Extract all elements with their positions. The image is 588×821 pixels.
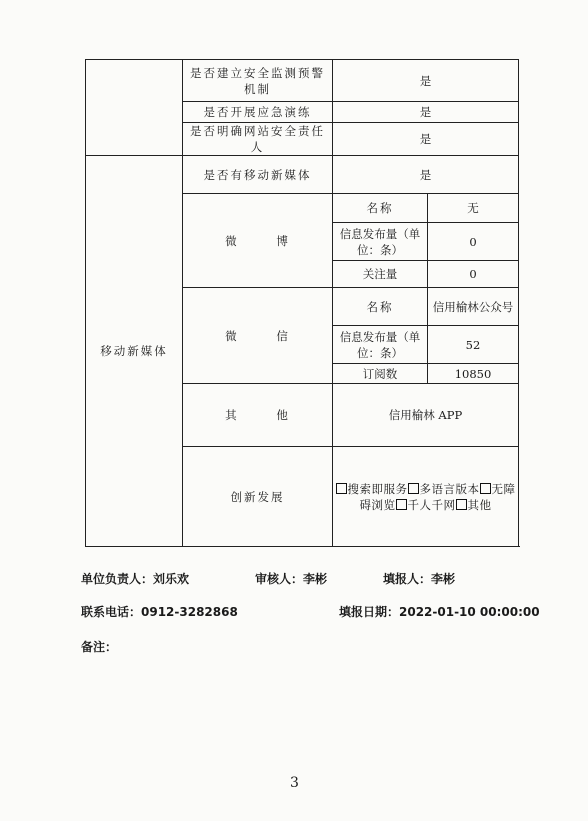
option-search-service: 搜索即服务 xyxy=(336,482,408,496)
weibo-followers-label: 关注量 xyxy=(333,261,428,288)
weibo-posts-value: 0 xyxy=(428,223,519,261)
reviewer: 审核人：李彬 xyxy=(255,572,328,586)
option-personalized: 千人千网 xyxy=(396,498,456,512)
other-label: 其 他 xyxy=(183,384,333,447)
checkbox-icon xyxy=(480,483,491,494)
report-table xyxy=(85,59,519,547)
drill-label: 是否开展应急演练 xyxy=(183,102,333,123)
checkbox-icon xyxy=(336,483,347,494)
weibo-label: 微 博 xyxy=(183,194,333,288)
wechat-posts-value: 52 xyxy=(428,326,519,364)
weibo-name-value: 无 xyxy=(428,194,519,223)
fill-date: 填报日期：2022-01-10 00:00:00 xyxy=(339,605,540,619)
weibo-followers-value: 0 xyxy=(428,261,519,288)
innovation-options xyxy=(333,447,519,547)
note: 备注： xyxy=(81,640,118,654)
other-value: 信用榆林 APP xyxy=(333,384,519,447)
weibo-name-label: 名称 xyxy=(333,194,428,223)
filler: 填报人：李彬 xyxy=(383,572,456,586)
wechat-name-label: 名称 xyxy=(333,288,428,326)
unit-head: 单位负责人：刘乐欢 xyxy=(81,572,190,586)
has-media-label: 是否有移动新媒体 xyxy=(183,156,333,194)
wechat-posts-label: 信息发布量（单位：条） xyxy=(333,326,428,364)
option-other: 其他 xyxy=(456,498,492,512)
has-media-value: 是 xyxy=(333,156,519,194)
responsible-label: 是否明确网站安全责任人 xyxy=(183,123,333,156)
innovation-label: 创新发展 xyxy=(183,447,333,547)
weibo-posts-label: 信息发布量（单位：条） xyxy=(333,223,428,261)
media-section-label: 移动新媒体 xyxy=(86,156,183,547)
blank-section-cell xyxy=(86,60,183,156)
checkbox-icon xyxy=(408,483,419,494)
contact-phone: 联系电话：0912-3282868 xyxy=(81,605,238,619)
checkbox-icon xyxy=(456,499,467,510)
monitoring-label: 是否建立安全监测预警机制 xyxy=(183,60,333,102)
option-multilingual: 多语言版本 xyxy=(408,482,480,496)
page-number: 3 xyxy=(290,775,299,791)
drill-value: 是 xyxy=(333,102,519,123)
checkbox-icon xyxy=(396,499,407,510)
wechat-label: 微 信 xyxy=(183,288,333,384)
option-accessibility: 无障碍浏览 xyxy=(359,481,516,512)
wechat-subscribers-label: 订阅数 xyxy=(333,364,428,384)
wechat-subscribers-value: 10850 xyxy=(428,364,519,384)
wechat-name-value: 信用榆林公众号 xyxy=(428,288,519,326)
monitoring-value: 是 xyxy=(333,60,519,102)
responsible-value: 是 xyxy=(333,123,519,156)
